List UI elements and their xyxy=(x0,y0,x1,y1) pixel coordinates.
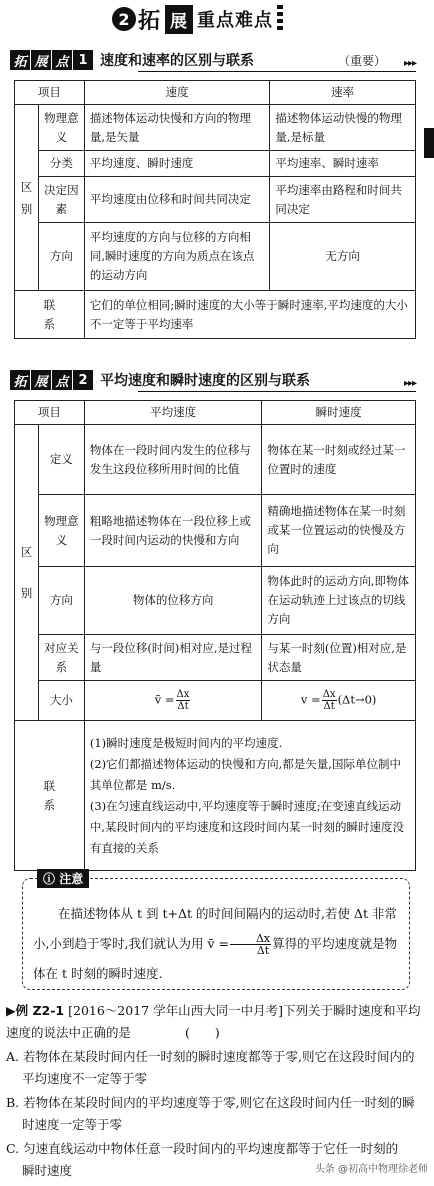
table-header-cell: 项目 xyxy=(15,81,85,105)
table-cell: 描述物体运动快慢和方向的物理量,是矢量 xyxy=(84,105,269,151)
watermark: 头条 @初高中物理徐老师 xyxy=(314,1164,428,1175)
table-header-cell: 速度 xyxy=(84,81,269,105)
row-label: 联 系 xyxy=(15,721,85,871)
note-label: ⓘ 注意 xyxy=(37,869,89,888)
section-header xyxy=(112,4,283,34)
table-cell: 粗略地描述物体在一段位移上或一段时间内运动的快慢和方向 xyxy=(84,495,261,567)
table-cell: 与某一时刻(位置)相对应,是状态量 xyxy=(262,635,416,681)
row-label: 决定因素 xyxy=(38,177,84,223)
badge-char: 拓 xyxy=(10,370,30,390)
table-cell: 物体在一段时间内发生的位移与发生这段位移所用时间的比值 xyxy=(84,425,261,495)
header-big-char: 拓 xyxy=(138,8,162,34)
table-cell: 平均速度、瞬时速度 xyxy=(84,151,269,177)
table-speed-vs-rate xyxy=(14,80,416,339)
table-header-cell: 项目 xyxy=(15,401,85,425)
topic-badge xyxy=(10,370,94,390)
table-average-vs-instant xyxy=(14,400,416,871)
divider-dots: ▸▸▸ xyxy=(403,58,416,69)
option-b: B. 若物体在某段时间内的平均速度等于零,则它在这段时间内任一时刻的瞬时速度一定等于零 xyxy=(6,1095,415,1132)
table-cell: 精确地描述物体在某一时刻或某一位置运动的快慢及方向 xyxy=(262,495,416,567)
topic-title: 速度和速率的区别与联系 xyxy=(100,53,254,69)
badge-number: 2 xyxy=(73,370,93,390)
page-edge-tab xyxy=(424,128,434,158)
importance-label: （重要） xyxy=(337,53,386,68)
row-group-label: 区 别 xyxy=(15,105,39,291)
row-group-label: 区 别 xyxy=(15,425,39,721)
table-cell: 物体在某一时刻或经过某一位置时的速度 xyxy=(262,425,416,495)
example-source: [2016～2017 学年山西大同一中月考] xyxy=(68,1003,283,1018)
row-label: 物理意义 xyxy=(38,495,84,567)
badge-char: 点 xyxy=(52,50,72,70)
header-tag: 展 xyxy=(165,5,193,34)
topic-1-heading xyxy=(10,48,416,72)
example-question-text: 下列关于瞬时速度和平均速度的说法中正确的是 xyxy=(6,1003,421,1040)
table-header-cell: 速率 xyxy=(270,81,416,105)
row-label: 物理意义 xyxy=(38,105,84,151)
option-c: C. 匀速直线运动中物体任意一段时间内的平均速度都等于它任一时刻的瞬时速度 xyxy=(6,1141,399,1178)
row-label: 分类 xyxy=(38,151,84,177)
table-cell: 平均速度的方向与位移的方向相同,瞬时速度的方向为质点在该点的运动方向 xyxy=(84,223,269,291)
table-header-cell: 平均速度 xyxy=(84,401,261,425)
badge-char: 点 xyxy=(52,370,72,390)
table-cell: (1)瞬时速度是极短时间内的平均速度. (2)它们都描述物体运动的快慢和方向,都是矢量,国际单位制中其单位都是 m/s. (3)在匀速直线运动中,平均速度等于瞬时速度;在变速直线运动中,某段时间内的平均速度和这段时间内某一时刻的瞬时速度没有直接的关系 xyxy=(84,721,415,871)
row-label: 定义 xyxy=(38,425,84,495)
topic-2-heading xyxy=(10,368,416,392)
topic-title: 平均速度和瞬时速度的区别与联系 xyxy=(100,373,310,389)
table-cell: 平均速率、瞬时速率 xyxy=(270,151,416,177)
table-header-cell: 瞬时速度 xyxy=(262,401,416,425)
formula-instant: v = $\frac{\Delta x}{\Delta t}$ (Δt→0) xyxy=(262,681,416,721)
note-text: 在描述物体从 t 到 t+Δt 的时间间隔内的运动时,若使 Δt 非常小,小到趋于零时,我们就认为用 v̄ = $\frac{\Delta x}{\Delta t}$ 算得的平均速度就是物体在 t 时刻的瞬时速度. xyxy=(33,906,398,981)
example-id: ▶例 Z2-1 xyxy=(6,1003,65,1018)
row-label: 方向 xyxy=(38,223,84,291)
example-question xyxy=(6,1000,426,1044)
table-cell: 它们的单位相同;瞬时速度的大小等于瞬时速率,平均速度的大小不一定等于平均速率 xyxy=(84,291,415,339)
table-cell: 无方向 xyxy=(270,223,416,291)
note-box xyxy=(22,872,410,990)
answer-paren: ( ) xyxy=(185,1025,220,1040)
section-number-badge: 2 xyxy=(112,7,136,31)
row-label: 方向 xyxy=(38,567,84,635)
table-cell: 描述物体运动快慢的物理量,是标量 xyxy=(270,105,416,151)
table-cell: 平均速度由位移和时间共同决定 xyxy=(84,177,269,223)
divider-dots: ▸▸▸ xyxy=(403,378,416,389)
option-a: A. 若物体在某段时间内任一时刻的瞬时速度都等于零,则它在这段时间内的平均速度不一定等于零 xyxy=(6,1049,415,1086)
divider xyxy=(138,391,416,392)
formula-average: v̄ = $\frac{\Delta x}{\Delta t}$ xyxy=(84,681,261,721)
table-cell: 物体此时的运动方向,即物体在运动轨迹上过该点的切线方向 xyxy=(262,567,416,635)
topic-badge xyxy=(10,50,94,70)
badge-char: 展 xyxy=(31,50,51,70)
row-label: 大小 xyxy=(38,681,84,721)
header-title: 重点难点 xyxy=(197,10,274,31)
divider xyxy=(138,71,416,72)
table-cell: 物体的位移方向 xyxy=(84,567,261,635)
badge-char: 展 xyxy=(31,370,51,390)
table-cell: 与一段位移(时间)相对应,是过程量 xyxy=(84,635,261,681)
table-cell: 平均速率由路程和时间共同决定 xyxy=(270,177,416,223)
badge-char: 拓 xyxy=(10,50,30,70)
badge-number: 1 xyxy=(73,50,93,70)
row-label: 联 系 xyxy=(15,291,85,339)
header-decoration xyxy=(277,5,283,33)
row-label: 对应关系 xyxy=(38,635,84,681)
